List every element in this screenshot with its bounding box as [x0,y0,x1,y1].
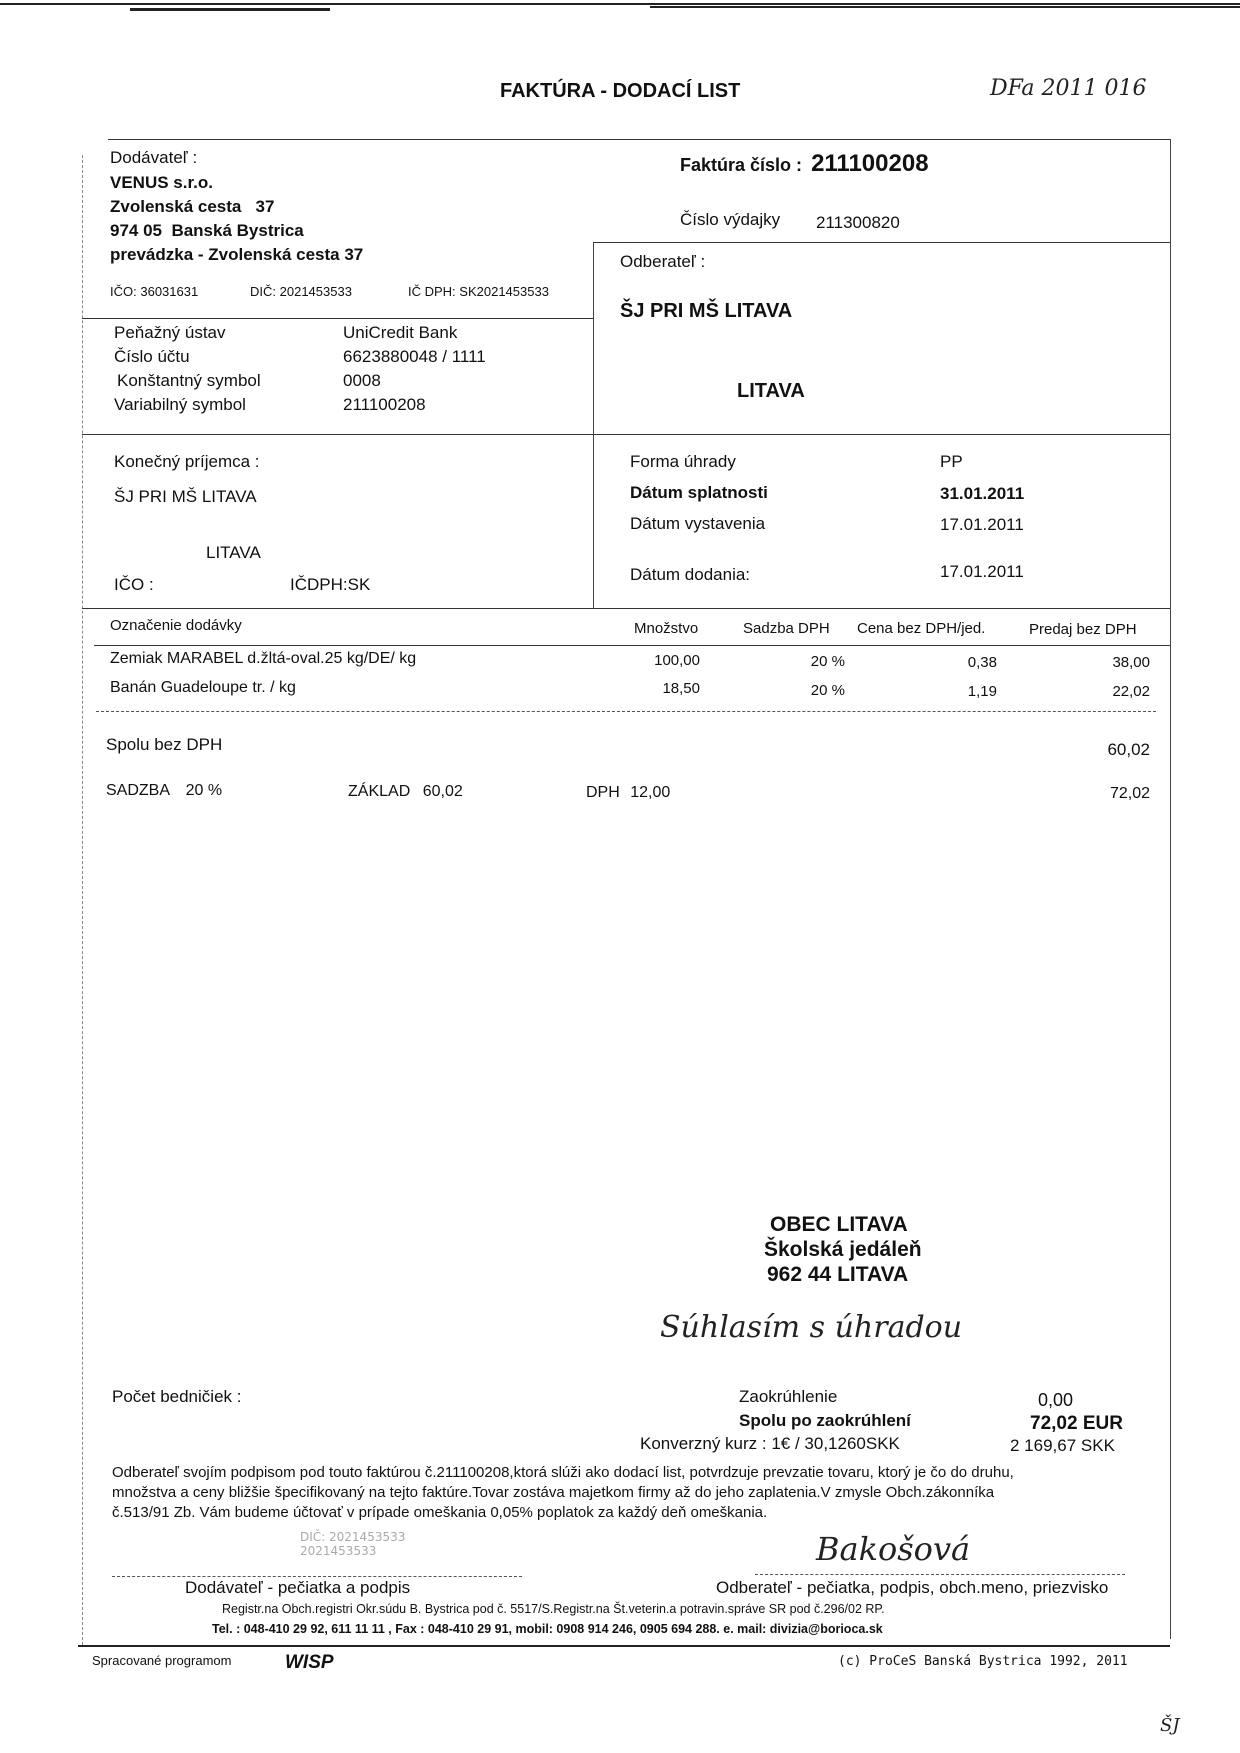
payment-method-label: Forma úhrady [630,452,736,471]
supplier-city: 974 05 Banská Bystrica [110,221,304,240]
subtotal-value: 60,02 [1107,740,1150,759]
processed-by-label: Spracované programom [92,1653,232,1668]
delivery-date-label: Dátum dodania: [630,565,751,584]
supplier-ico [110,284,198,299]
table-header-line [94,645,1170,646]
tax-base-summary [348,783,463,801]
supplier-stamp-ghost: DIČ: 2021453533 2021453533 [300,1530,406,1558]
rounding-value: 0,00 [1038,1390,1074,1410]
rounding-label: Zaokrúhlenie [739,1387,838,1406]
due-date-value: 31.01.2011 [940,484,1025,503]
document-title: FAKTÚRA - DODACÍ LIST [500,80,741,102]
account-label: Číslo účtu [114,347,190,366]
section-divider [82,608,1170,609]
issue-slip-number: 211300820 [816,213,900,232]
vat-amount-summary [586,784,670,802]
section-divider [82,434,1170,435]
scan-edge-line [0,3,1240,5]
column-header-vat-rate: Sadzba DPH [743,620,830,637]
due-date-label: Dátum splatnosti [630,483,768,502]
supplier-ico-value: 36031631 [140,284,199,299]
handwritten-reference: DFa 2011 016 [990,76,1147,101]
subtotal-label: Spolu bez DPH [106,735,223,754]
bank-value: UniCredit Bank [343,323,458,342]
final-recipient-ico-label: IČO : [114,575,154,594]
tax-base-label: ZÁKLAD [348,783,411,800]
variable-symbol-label: Variabilný symbol [114,395,246,414]
vat-rate-summary [106,782,222,800]
item-total: 38,00 [1112,654,1150,671]
column-header-total: Predaj bez DPH [1029,621,1137,638]
delivery-date-value: 17.01.2011 [940,562,1024,581]
supplier-signature-label: Dodávateľ - pečiatka a podpis [185,1578,411,1597]
invoice-number-label: Faktúra číslo : [680,155,803,175]
terms-line-1: Odberateľ svojím podpisom pod touto faktúrou č.211100208,ktorá slúži ako dodací list, potvrdzuje prevzatie tovaru, ktorý je čo do druhu, [112,1464,1014,1481]
copyright: (c) ProCeS Banská Bystrica 1992, 2011 [838,1654,1128,1669]
vat-rate-value: 20 % [185,782,223,799]
supplier-dic-label: DIČ: [250,284,276,299]
constant-symbol-value: 0008 [343,371,381,390]
bank-label: Peňažný ústav [114,323,226,342]
grand-total-value: 72,02 [1109,785,1150,802]
customer-box-top [593,242,1170,243]
supplier-dic [250,284,352,299]
table-end-line [96,711,1156,712]
scan-edge-line [650,6,1240,8]
frame-left-line [82,155,83,1645]
supplier-icdph [408,284,549,299]
vat-amount-label: DPH [586,784,620,801]
customer-signature-label: Odberateľ - pečiatka, podpis, obch.meno, priezvisko [716,1578,1109,1597]
bank-top-line [82,318,594,319]
handwritten-approval-note: Súhlasím s úhradou [660,1310,963,1345]
stamp-line-1: OBEC LITAVA [770,1213,908,1236]
issue-slip-label: Číslo výdajky [680,210,781,229]
total-after-rounding-value: 72,02 EUR [1030,1413,1123,1434]
item-description: Banán Guadeloupe tr. / kg [110,679,296,696]
final-recipient-label: Konečný príjemca : [114,452,260,471]
item-description: Zemiak MARABEL d.žltá-oval.25 kg/DE/ kg [110,650,417,667]
customer-box-left [593,242,594,608]
account-value: 6623880048 / 1111 [343,347,486,366]
conversion-value: 2 169,67 SKK [1010,1436,1115,1455]
supplier-icdph-value: SK2021453533 [459,284,549,299]
crates-label: Počet bedničiek : [112,1387,242,1406]
column-header-description: Označenie dodávky [110,617,242,634]
registry-info: Registr.na Obch.registri Okr.súdu B. Bystrica pod č. 5517/S.Registr.na Št.veterin.a potravin.správe SR pod č.296/02 RP. [222,1602,885,1616]
column-header-quantity: Množstvo [634,620,699,637]
supplier-ico-label: IČO: [110,284,137,299]
customer-name: ŠJ PRI MŠ LITAVA [620,300,793,322]
invoice-number [680,150,929,178]
item-vat-rate: 20 % [810,682,845,699]
customer-signature-line [755,1574,1125,1575]
frame-right-line [1170,139,1171,1639]
terms-line-3: č.513/91 Zb. Vám budeme účtovať v prípade omeškania 0,05% poplatok za každý deň omeškania. [112,1504,768,1521]
final-recipient-icdph-label: IČDPH:SK [290,575,371,594]
final-recipient-city: LITAVA [206,543,261,562]
customer-city: LITAVA [737,380,805,402]
supplier-name: VENUS s.r.o. [110,173,213,192]
frame-top-line [108,139,1170,140]
customer-signature: Bakošová [816,1530,971,1568]
item-quantity: 18,50 [662,680,700,697]
conversion-rate-label: Konverzný kurz : 1€ / 30,1260SKK [640,1434,900,1453]
item-unit-price: 0,38 [967,654,997,671]
terms-line-2: množstva a ceny bližšie špecifikovaný na tejto faktúre.Tovar zostáva majetkom firmy až do jeho zaplatenia.V zmysle Obch.zákonníka [112,1484,995,1501]
issue-date-label: Dátum vystavenia [630,514,766,533]
corner-initials: ŠJ [1160,1715,1180,1736]
payment-method-value: PP [940,452,963,471]
column-header-unit-price: Cena bez DPH/jed. [857,620,986,637]
scan-edge-line [130,8,330,11]
stamp-line-2: Školská jedáleň [764,1238,922,1261]
stamp-line-3: 962 44 LITAVA [767,1263,909,1286]
item-vat-rate: 20 % [810,653,845,670]
supplier-dic-value: 2021453533 [279,284,352,299]
constant-symbol-label: Konštantný symbol [117,371,261,390]
contact-info: Tel. : 048-410 29 92, 611 11 11 , Fax : 048-410 29 91, mobil: 0908 914 246, 0905 694 288. e. mail: divizia@borioca.sk [212,1622,883,1636]
program-name: WISP [285,1652,334,1673]
variable-symbol-value: 211100208 [343,395,426,414]
supplier-branch: prevádzka - Zvolenská cesta 37 [110,245,364,264]
final-recipient-name: ŠJ PRI MŠ LITAVA [114,487,257,506]
supplier-signature-line [112,1576,522,1577]
vat-amount-value: 12,00 [630,784,671,801]
item-quantity: 100,00 [654,652,700,669]
invoice-number-value: 211100208 [811,150,929,177]
total-after-rounding-label: Spolu po zaokrúhlení [739,1411,911,1430]
supplier-label: Dodávateľ : [110,148,198,167]
item-total: 22,02 [1112,683,1150,700]
footer-divider [78,1645,1170,1647]
supplier-street: Zvolenská cesta 37 [110,197,275,216]
customer-label: Odberateľ : [620,252,706,271]
issue-date-value: 17.01.2011 [940,515,1024,534]
supplier-icdph-label: IČ DPH: [408,284,456,299]
tax-base-value: 60,02 [422,783,463,800]
vat-rate-label: SADZBA [106,782,170,799]
item-unit-price: 1,19 [967,683,997,700]
